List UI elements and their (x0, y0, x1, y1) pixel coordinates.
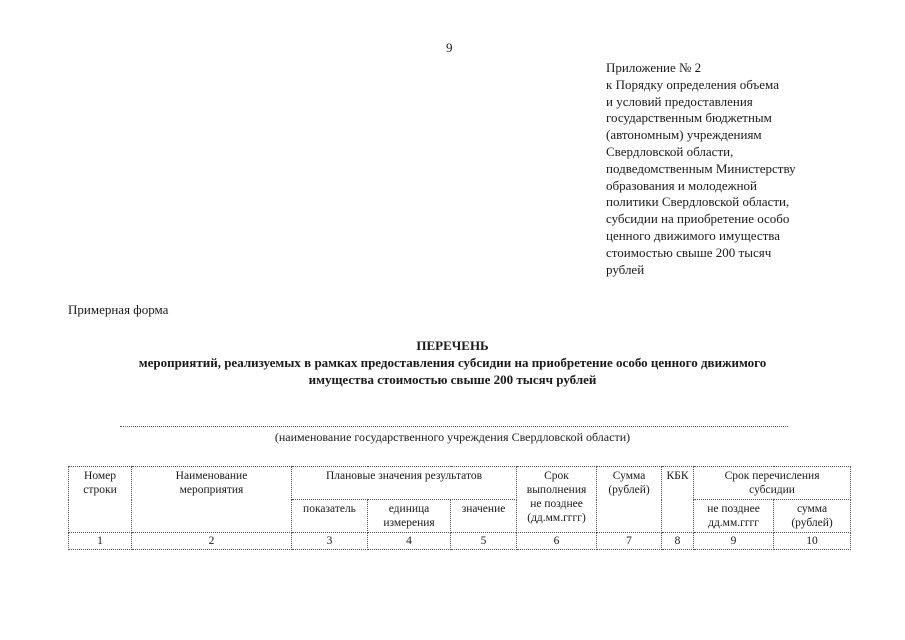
document-subtitle-line: имущества стоимостью свыше 200 тысяч рублей (308, 372, 597, 387)
header-value: значение (451, 500, 517, 533)
form-note: Примерная форма (68, 302, 169, 317)
appendix-line: и условий предоставления (606, 93, 753, 109)
appendix-line: образования и молодежной (606, 177, 757, 193)
document-subtitle-line: мероприятий, реализуемых в рамках предоставления субсидии на приобретение особо ценного движимого (138, 355, 767, 370)
appendix-line: рублей (606, 261, 645, 277)
appendix-line: к Порядку определения объема (606, 76, 779, 92)
column-number: 8 (662, 533, 694, 550)
appendix-block (606, 60, 836, 278)
column-number: 1 (69, 533, 132, 550)
appendix-line: подведомственным Министерству (606, 160, 796, 176)
column-number: 3 (292, 533, 368, 550)
column-number: 2 (132, 533, 292, 550)
document-title: ПЕРЕЧЕНЬ (416, 338, 489, 353)
header-transfer-period: Срок перечисления субсидии (694, 467, 851, 500)
appendix-line: Свердловской области, (606, 143, 734, 159)
column-number: 6 (517, 533, 597, 550)
header-kbk: КБК (662, 467, 694, 533)
column-number: 7 (597, 533, 662, 550)
page-number: 9 (446, 40, 453, 55)
header-unit: единица измерения (368, 500, 451, 533)
header-indicator: показатель (292, 500, 368, 533)
header-row-number: Номер строки (69, 467, 132, 533)
header-deadline: Срок выполнения не позднее (дд.мм.гггг) (517, 467, 597, 533)
appendix-line: Приложение № 2 (606, 60, 702, 75)
header-planned-results: Плановые значения результатов (292, 467, 517, 500)
column-number-row (69, 533, 851, 550)
appendix-line: субсидии на приобретение особо (606, 211, 790, 227)
header-transfer-sum: сумма (рублей) (774, 500, 851, 533)
appendix-line: политики Свердловской области, (606, 194, 790, 210)
column-number: 9 (694, 533, 774, 550)
header-transfer-date: не позднее дд.мм.гггг (694, 500, 774, 533)
column-number: 4 (368, 533, 451, 550)
events-table (68, 466, 851, 550)
institution-caption: (наименование государственного учреждения Свердловской области) (274, 430, 631, 444)
institution-fill-line (120, 426, 788, 427)
column-number: 5 (451, 533, 517, 550)
column-number: 10 (774, 533, 851, 550)
appendix-line: стоимостью свыше 200 тысяч (606, 244, 772, 260)
appendix-line: государственным бюджетным (606, 110, 772, 126)
appendix-line: ценного движимого имущества (606, 227, 781, 243)
table-header-row (69, 467, 851, 500)
header-event-name: Наименование мероприятия (132, 467, 292, 533)
header-amount: Сумма (рублей) (597, 467, 662, 533)
appendix-line: (автономным) учреждениям (606, 127, 762, 143)
